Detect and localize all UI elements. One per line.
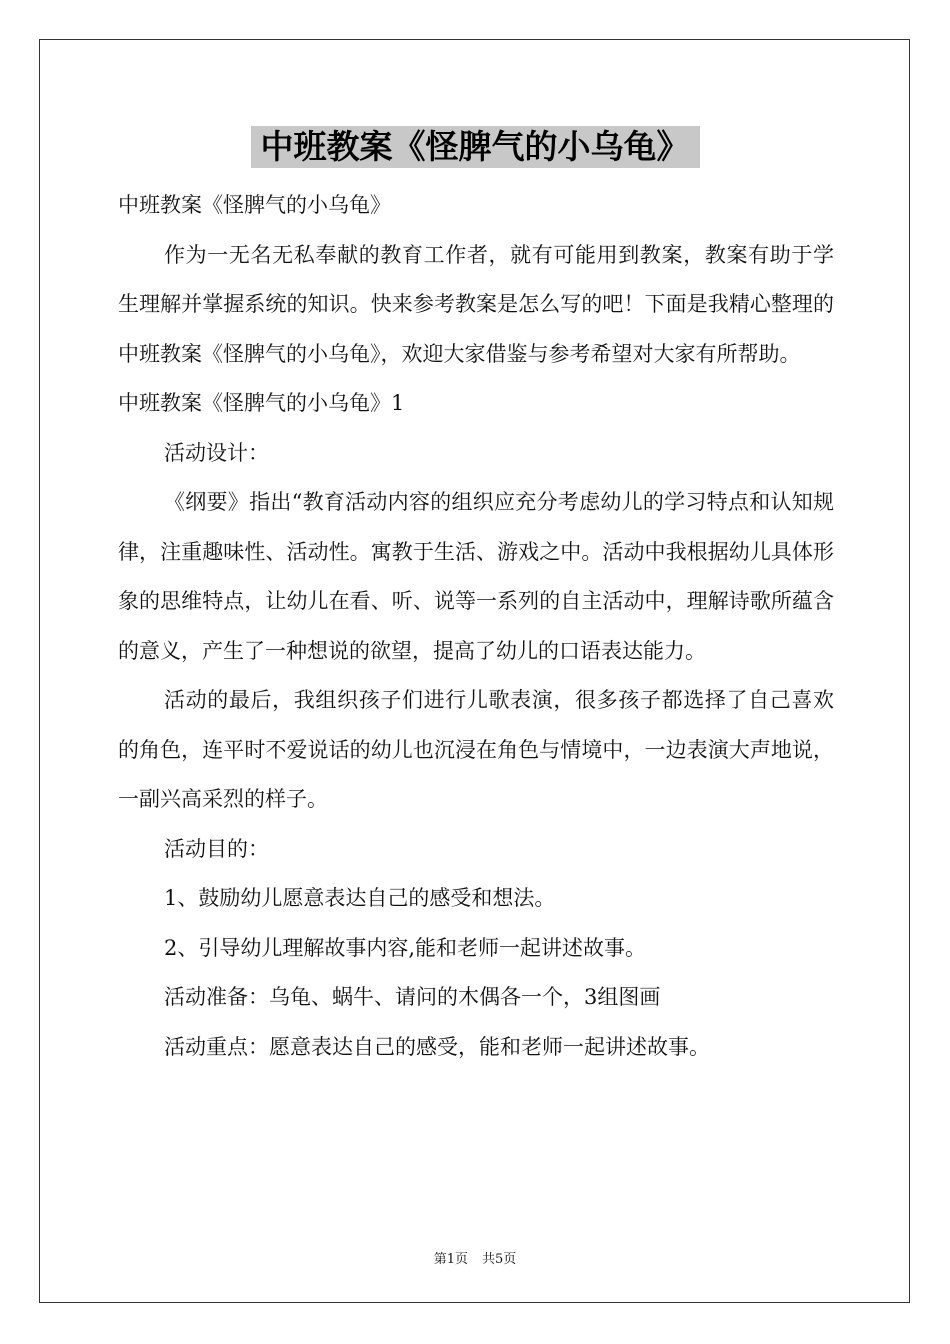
- goal-item-2: 2、引导幼儿理解故事内容,能和老师一起讲述故事。: [164, 935, 647, 960]
- goal-item-1: 1、鼓励幼儿愿意表达自己的感受和想法。: [164, 886, 556, 910]
- title-container: [0, 126, 950, 168]
- design-paragraph-1: 《纲要》指出“教育活动内容的组织应充分考虑幼儿的学习特点和认知规律，注重趣味性、活动性。寓教于生活、游戏之中。活动中我根据幼儿具体形象的思维特点，让幼儿在看、听、说等一系列的自主活动中，理解诗歌所蕴含的意义，产生了一种想说的欲望，提高了幼儿的口语表达能力。: [118, 490, 834, 663]
- section-heading: 中班教案《怪脾气的小乌龟》1: [118, 391, 405, 415]
- activity-goal-heading: 活动目的：: [164, 836, 269, 861]
- page-number-current: 第1页: [433, 1252, 468, 1267]
- page-number-total: 共5页: [482, 1252, 517, 1267]
- subtitle-paragraph: 中班教案《怪脾气的小乌龟》: [118, 193, 391, 217]
- intro-paragraph: 作为一无名无私奉献的教育工作者，就有可能用到教案，教案有助于学生理解并掌握系统的知识。快来参考教案是怎么写的吧！下面是我精心整理的中班教案《怪脾气的小乌龟》，欢迎大家借鉴与参考希望对大家有所帮助。: [118, 242, 834, 366]
- activity-preparation: 活动准备：乌龟、蜗牛、请问的木偶各一个，3组图画: [164, 985, 661, 1009]
- activity-focus: 活动重点：愿意表达自己的感受，能和老师一起讲述故事。: [164, 1034, 710, 1059]
- document-title: 中班教案《怪脾气的小乌龟》: [251, 126, 700, 168]
- activity-design-heading: 活动设计：: [164, 440, 269, 465]
- page-footer: [0, 1248, 950, 1267]
- design-paragraph-2: 活动的最后，我组织孩子们进行儿歌表演，很多孩子都选择了自己喜欢的角色，连平时不爱说话的幼儿也沉浸在角色与情境中，一边表演大声地说，一副兴高采烈的样子。: [118, 688, 834, 811]
- document-body: [118, 181, 834, 1072]
